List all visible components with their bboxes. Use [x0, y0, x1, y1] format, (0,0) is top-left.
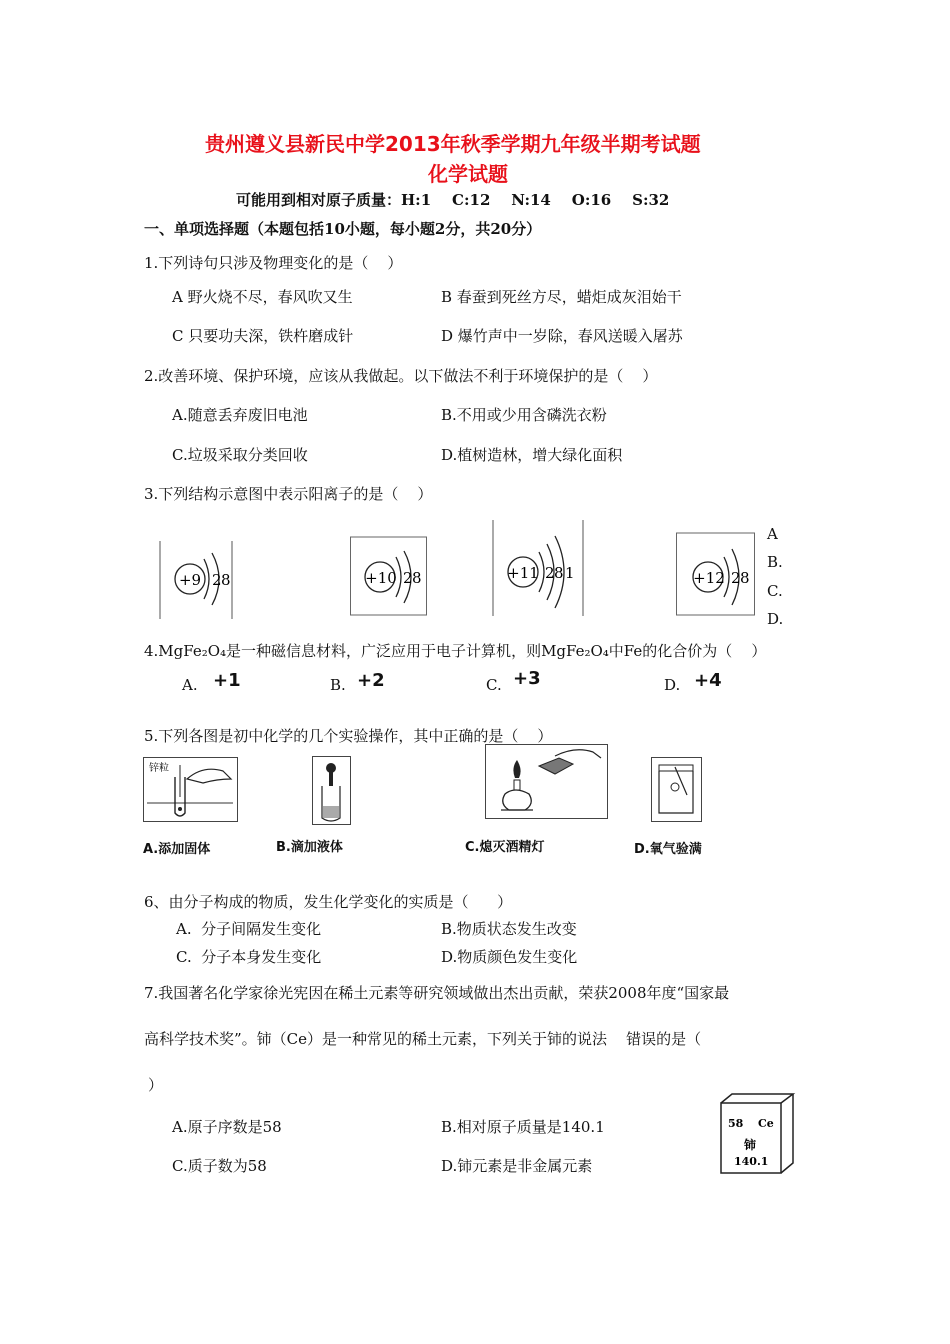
atom-diagram-d [676, 531, 756, 617]
atom-diagram-a [160, 539, 236, 621]
subject-title: 化学试题 [428, 162, 508, 186]
q2-option-c: C.垃圾采取分类回收 [172, 446, 308, 464]
q3-label-d: D. [767, 610, 784, 628]
q3-stem: 3.下列结构示意图中表示阳离子的是（ ） [144, 485, 433, 503]
element-symbol: Ce [758, 1117, 774, 1130]
svg-text:2: 2 [545, 564, 555, 582]
q4-d-value: +4 [694, 670, 722, 691]
q4-c-label: C. [486, 676, 502, 694]
atom-diagram-c [493, 518, 585, 618]
svg-text:8: 8 [221, 571, 231, 589]
fig-a-caption: A.添加固体 [143, 842, 211, 857]
q1-option-d: D 爆竹声中一岁除，春风送暖入屠苏 [441, 327, 683, 345]
q2-option-d: D.植树造林，增大绿化面积 [441, 446, 623, 464]
lab-figure-oxygen-test [651, 757, 703, 823]
q4-a-label: A. [182, 676, 198, 694]
q1-option-b: B 春蚕到死丝方尽，蜡炬成灰泪始干 [441, 288, 682, 306]
q4-stem: 4.MgFe₂O₄是一种磁信息材料，广泛应用于电子计算机，则MgFe₂O₄中Fe的化合价为（ ） [144, 642, 767, 660]
svg-text:8: 8 [412, 569, 422, 587]
q5-stem: 5.下列各图是初中化学的几个实验操作，其中正确的是（ ） [144, 727, 553, 745]
q1-option-c: C 只要功夫深，铁杵磨成针 [172, 327, 354, 345]
svg-text:8: 8 [740, 569, 750, 587]
q2-stem: 2.改善环境、保护环境，应该从我做起。以下做法不利于环境保护的是（ ） [144, 367, 658, 385]
q7-option-a: A.原子序数是58 [172, 1118, 282, 1136]
q6-option-d: D.物质颜色发生变化 [441, 948, 578, 966]
q4-a-value: +1 [213, 670, 241, 691]
q2-option-a: A.随意丢弃废旧电池 [172, 406, 308, 424]
element-number: 58 [728, 1117, 744, 1130]
svg-text:2: 2 [403, 569, 413, 587]
q3-label-a: A [767, 525, 778, 543]
lab-figure-add-solid [143, 757, 239, 823]
svg-text:8: 8 [554, 564, 564, 582]
atom-b-nucleus: +10 [365, 569, 397, 587]
atomic-masses: 可能用到相对原子质量：H:1 C:12 N:14 O:16 S:32 [236, 191, 670, 209]
q4-d-label: D. [664, 676, 681, 694]
q6-option-b: B.物质状态发生改变 [441, 920, 577, 938]
element-name: 铈 [744, 1138, 757, 1152]
lab-figure-drip-liquid [312, 756, 352, 826]
q7-option-b: B.相对原子质量是140.1 [441, 1118, 605, 1136]
lab-figure-extinguish-lamp [485, 744, 609, 820]
atom-c-nucleus: +11 [507, 564, 539, 582]
element-mass: 140.1 [734, 1155, 769, 1168]
svg-text:2: 2 [212, 571, 222, 589]
svg-text:1: 1 [565, 564, 575, 582]
q6-option-a: A. 分子间隔发生变化 [176, 920, 322, 938]
element-cube-cerium [720, 1093, 796, 1175]
q6-stem: 6、由分子构成的物质，发生化学变化的实质是（ ） [144, 893, 513, 911]
q1-stem: 1.下列诗句只涉及物理变化的是（ ） [144, 254, 403, 272]
atom-d-nucleus: +12 [693, 569, 725, 587]
atom-a-nucleus: +9 [178, 571, 202, 589]
q3-label-c: C. [767, 582, 783, 600]
atom-diagram-b [350, 535, 428, 617]
q4-b-value: +2 [357, 670, 385, 691]
fig-d-caption: D.氧气验满 [634, 842, 702, 857]
q4-b-label: B. [330, 676, 346, 694]
q7-option-d: D.铈元素是非金属元素 [441, 1157, 593, 1175]
q3-label-b: B. [767, 553, 783, 571]
fig-b-caption: B.滴加液体 [276, 840, 343, 855]
q7-stem-line3: ） [148, 1076, 164, 1094]
exam-title: 贵州遵义县新民中学2013年秋季学期九年级半期考试题 [205, 132, 701, 156]
fig-a-text: 锌粒 [149, 763, 169, 774]
q4-c-value: +3 [513, 668, 541, 689]
q2-option-b: B.不用或少用含磷洗衣粉 [441, 406, 607, 424]
q7-stem-line1: 7.我国著名化学家徐光宪因在稀土元素等研究领域做出杰出贡献，荣获2008年度“国家最 [144, 984, 730, 1002]
fig-c-caption: C.熄灭酒精灯 [465, 840, 545, 855]
q7-option-c: C.质子数为58 [172, 1157, 267, 1175]
section-heading: 一、单项选择题（本题包括10小题，每小题2分，共20分） [144, 220, 542, 238]
q1-option-a: A 野火烧不尽，春风吹又生 [172, 288, 353, 306]
q6-option-c: C. 分子本身发生变化 [176, 948, 322, 966]
q7-stem-line2: 高科学技术奖”。铈（Ce）是一种常见的稀土元素，下列关于铈的说法 错误的是（ [144, 1030, 702, 1048]
svg-text:2: 2 [731, 569, 741, 587]
